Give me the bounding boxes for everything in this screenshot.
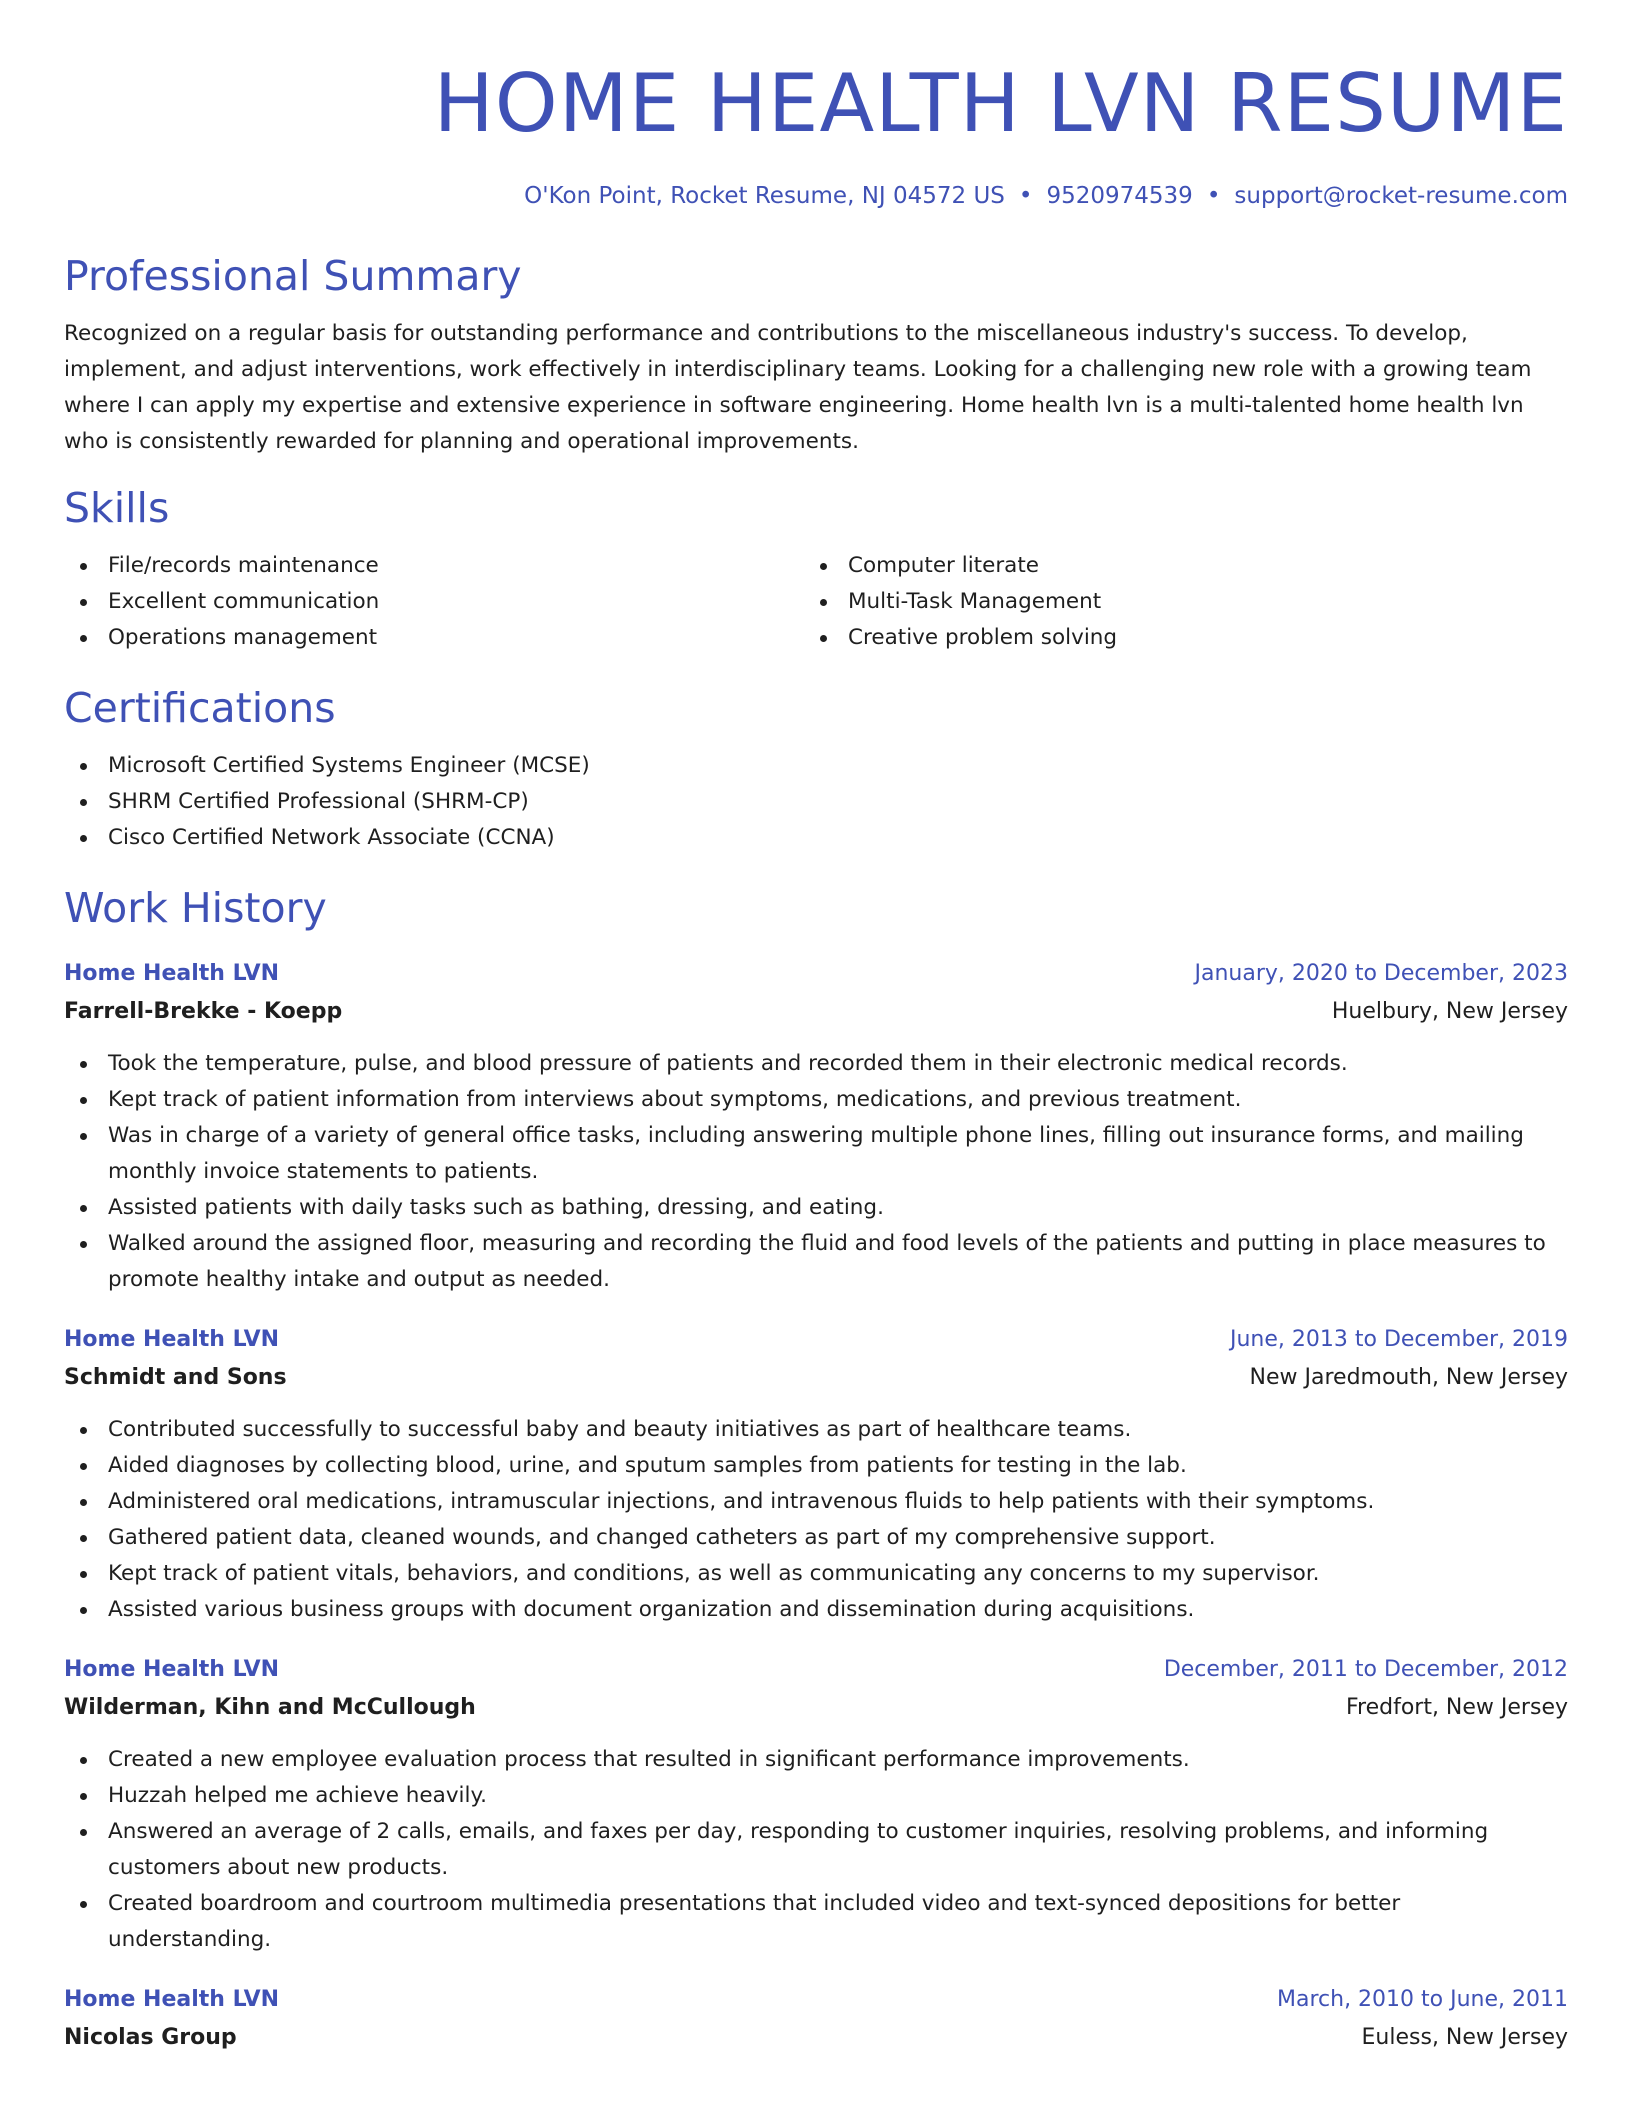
job-duty-item: Walked around the assigned floor, measuring and recording the fluid and food levels of the patients and putting in place measures to promote healthy intake and output as needed. <box>108 1226 1568 1298</box>
job-company: Nicolas Group <box>64 2025 237 2050</box>
contact-phone: 9520974539 <box>1046 183 1193 209</box>
skill-item: Excellent communication <box>108 584 804 620</box>
job-duty-item: Kept track of patient information from interviews about symptoms, medications, and previous treatment. <box>108 1082 1568 1118</box>
resume-header <box>64 0 1568 212</box>
job-duty-item: Assisted various business groups with document organization and dissemination during acquisitions. <box>108 1592 1568 1628</box>
job-title: Home Health LVN <box>64 961 280 986</box>
job-entry <box>64 1982 1568 2056</box>
job-dates: January, 2020 to December, 2023 <box>1194 961 1568 986</box>
contact-separator: • <box>1018 183 1033 209</box>
job-duty-item: Answered an average of 2 calls, emails, and faxes per day, responding to customer inquiries, resolving problems, and informing customers about new products. <box>108 1814 1568 1886</box>
work-history-heading: Work History <box>64 884 327 932</box>
job-duty-item: Aided diagnoses by collecting blood, urine, and sputum samples from patients for testing in the lab. <box>108 1448 1568 1484</box>
job-company: Schmidt and Sons <box>64 1365 287 1390</box>
job-dates: December, 2011 to December, 2012 <box>1163 1657 1568 1682</box>
job-title: Home Health LVN <box>64 1327 280 1352</box>
job-duty-item: Contributed successfully to successful baby and beauty initiatives as part of healthcare teams. <box>108 1412 1568 1448</box>
certifications-list <box>64 748 1568 856</box>
skills-grid <box>64 548 1568 656</box>
job-header-row <box>64 1652 1568 1688</box>
certification-item: Cisco Certified Network Associate (CCNA) <box>108 820 1568 856</box>
skill-item: Multi-Task Management <box>848 584 1544 620</box>
job-duties-list <box>64 1742 1568 1958</box>
job-dates: June, 2013 to December, 2019 <box>1229 1327 1568 1352</box>
job-duty-item: Administered oral medications, intramuscular injections, and intravenous fluids to help patients with their symptoms. <box>108 1484 1568 1520</box>
job-duty-item: Huzzah helped me achieve heavily. <box>108 1778 1568 1814</box>
job-dates: March, 2010 to June, 2011 <box>1277 1987 1568 2012</box>
skills-list-right <box>804 548 1544 656</box>
job-duty-item: Gathered patient data, cleaned wounds, and changed catheters as part of my comprehensive support. <box>108 1520 1568 1556</box>
job-company-row <box>64 1690 1568 1726</box>
skill-item: Creative problem solving <box>848 620 1544 656</box>
job-duties-list <box>64 1046 1568 1298</box>
job-company: Farrell-Brekke - Koepp <box>64 999 343 1024</box>
job-duty-item: Created boardroom and courtroom multimedia presentations that included video and text-synced depositions for better understanding. <box>108 1886 1568 1958</box>
skills-column-right <box>804 548 1544 656</box>
job-entry <box>64 1322 1568 1628</box>
summary-heading: Professional Summary <box>64 252 522 300</box>
certification-item: Microsoft Certified Systems Engineer (MCSE) <box>108 748 1568 784</box>
job-company-row <box>64 2020 1568 2056</box>
contact-email: support@rocket-resume.com <box>1234 183 1568 209</box>
job-company: Wilderman, Kihn and McCullough <box>64 1695 476 1720</box>
skill-item: Operations management <box>108 620 804 656</box>
job-duties-list <box>64 1412 1568 1628</box>
job-duty-item: Created a new employee evaluation process that resulted in significant performance improvements. <box>108 1742 1568 1778</box>
skills-list-left <box>64 548 804 656</box>
job-location: Euless, New Jersey <box>1361 2025 1568 2050</box>
contact-separator: • <box>1206 183 1221 209</box>
skills-heading: Skills <box>64 484 170 532</box>
skills-column-left <box>64 548 804 656</box>
job-company-row <box>64 1360 1568 1396</box>
job-title: Home Health LVN <box>64 1657 280 1682</box>
job-location: Fredfort, New Jersey <box>1345 1695 1568 1720</box>
job-location: New Jaredmouth, New Jersey <box>1249 1365 1568 1390</box>
job-header-row <box>64 956 1568 992</box>
certifications-heading: Certifications <box>64 684 336 732</box>
job-title: Home Health LVN <box>64 1987 280 2012</box>
job-entry <box>64 1652 1568 1958</box>
resume-title: HOME HEALTH LVN RESUME <box>433 57 1568 150</box>
job-header-row <box>64 1322 1568 1358</box>
job-header-row <box>64 1982 1568 2018</box>
certification-item: SHRM Certified Professional (SHRM-CP) <box>108 784 1568 820</box>
summary-text: Recognized on a regular basis for outstanding performance and contributions to the miscellaneous industry's success. To develop, implement, and adjust interventions, work effectively in interdisciplinary teams. Looking for a challenging new role with a growing team where I can apply my expertise and extensive experience in software engineering. Home health lvn is a multi-talented home health lvn who is consistently rewarded for planning and operational improvements. <box>64 321 1532 454</box>
job-duty-item: Took the temperature, pulse, and blood pressure of patients and recorded them in their electronic medical records. <box>108 1046 1568 1082</box>
job-location: Huelbury, New Jersey <box>1331 999 1568 1024</box>
skill-item: File/records maintenance <box>108 548 804 584</box>
job-entry <box>64 956 1568 1298</box>
skill-item: Computer literate <box>848 548 1544 584</box>
contact-address: O'Kon Point, Rocket Resume, NJ 04572 US <box>524 183 1005 209</box>
contact-line <box>64 180 1568 212</box>
job-duty-item: Was in charge of a variety of general office tasks, including answering multiple phone lines, filling out insurance forms, and mailing monthly invoice statements to patients. <box>108 1118 1568 1190</box>
job-company-row <box>64 994 1568 1030</box>
job-duty-item: Kept track of patient vitals, behaviors, and conditions, as well as communicating any concerns to my supervisor. <box>108 1556 1568 1592</box>
job-duty-item: Assisted patients with daily tasks such as bathing, dressing, and eating. <box>108 1190 1568 1226</box>
